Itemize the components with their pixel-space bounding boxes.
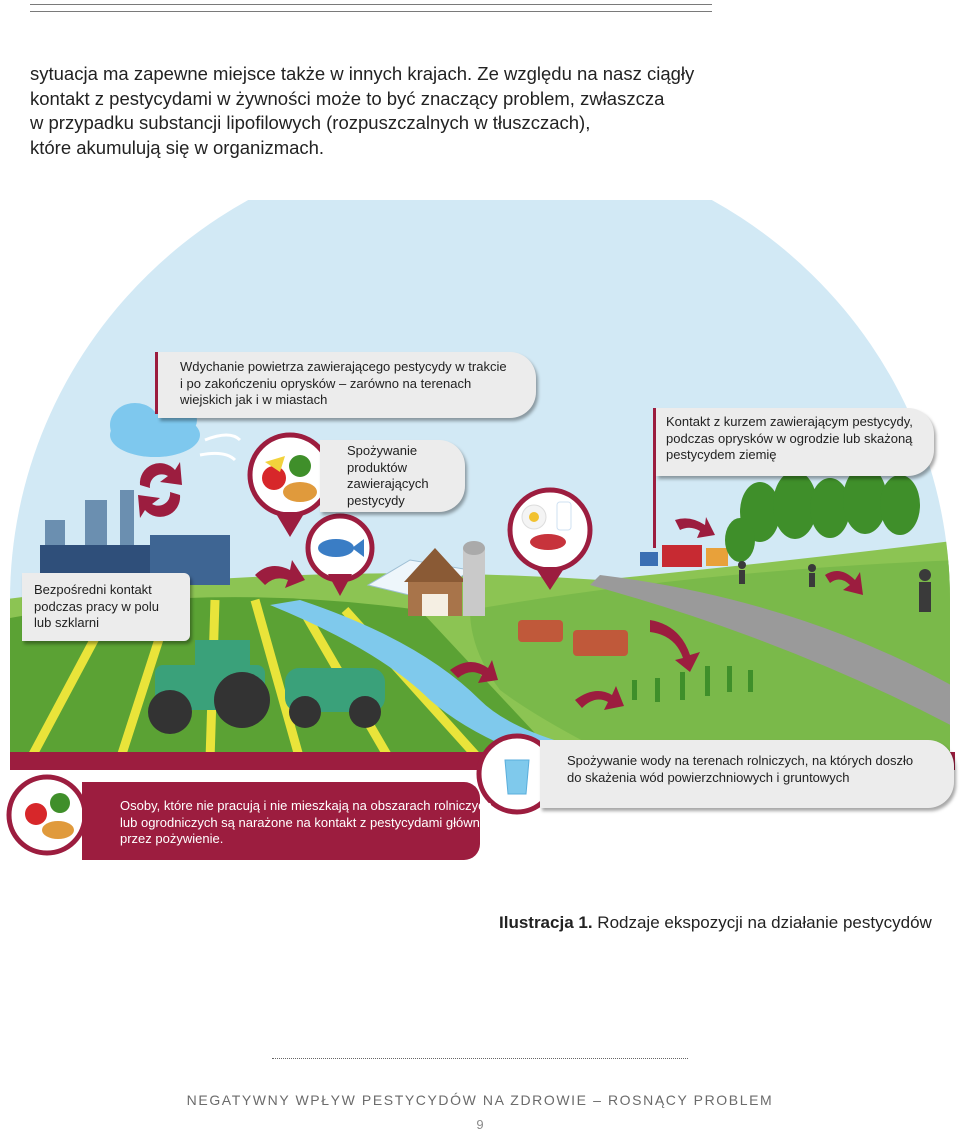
figure-caption xyxy=(499,913,932,933)
air-label-line: i po zakończeniu oprysków – zarówno na terenach xyxy=(180,375,472,391)
work-exposure-label xyxy=(22,573,190,641)
header-rule-top xyxy=(30,4,712,5)
water-label-line: Spożywanie wody na terenach rolniczych, na których doszło xyxy=(567,753,914,768)
page-number: 9 xyxy=(476,1117,484,1132)
work-label-line: Bezpośredni kontakt xyxy=(34,582,152,597)
dust-label-line: podczas oprysków w ogrodzie lub skażoną xyxy=(666,430,913,446)
running-footer: NEGATYWNY WPŁYW PESTYCYDÓW NA ZDROWIE – ROSNĄCY PROBLEM xyxy=(186,1092,774,1108)
header-rule-bottom xyxy=(30,11,712,12)
general-label-line: przez pożywienie. xyxy=(120,831,224,846)
air-label-line: wiejskich jak i w miastach xyxy=(180,392,328,407)
general-label-line: Osoby, które nie pracują i nie mieszkają na obszarach rolniczych xyxy=(120,798,492,813)
footer-dotted-rule xyxy=(272,1058,688,1059)
food-label-line: Spożywanie xyxy=(347,443,418,458)
intro-line: które akumulują się w organizmach. xyxy=(30,136,325,158)
general-population-label xyxy=(82,782,492,860)
intro-paragraph xyxy=(30,62,730,160)
food-label-line: produktów xyxy=(347,459,407,475)
dust-label-line: Kontakt z kurzem zawierającym pestycydy, xyxy=(666,414,913,429)
air-exposure-label xyxy=(158,352,536,418)
air-label-line: Wdychanie powietrza zawierającego pestycydy w trakcie xyxy=(180,359,507,374)
water-label-line: do skażenia wód powierzchniowych i gruntowych xyxy=(567,769,850,785)
caption-text: Rodzaje ekspozycji na działanie pestycydów xyxy=(592,913,932,932)
food-pin-small-icon xyxy=(9,777,85,853)
intro-line: sytuacja ma zapewne miejsce także w innych krajach. Ze względu na nasz ciągły xyxy=(30,63,695,84)
dust-label-line: pestycydem ziemię xyxy=(666,447,777,462)
food-exposure-label xyxy=(320,440,465,512)
food-label-line: zawierających xyxy=(347,476,429,491)
water-exposure-label xyxy=(540,740,954,808)
work-label-line: podczas pracy w polu xyxy=(34,598,160,614)
food-label-line: pestycydy xyxy=(347,492,405,508)
work-label-line: lub szklarni xyxy=(34,615,100,630)
dust-exposure-label xyxy=(656,408,934,476)
general-label-line: lub ogrodniczych są narażone na kontakt z pestycydami głównie xyxy=(120,814,490,830)
intro-line: w przypadku substancji lipofilowych (rozpuszczalnych w tłuszczach), xyxy=(30,112,591,133)
intro-line: kontakt z pestycydami w żywności może to być znaczący problem, zwłaszcza xyxy=(30,87,665,109)
caption-number: Ilustracja 1. xyxy=(499,913,593,932)
